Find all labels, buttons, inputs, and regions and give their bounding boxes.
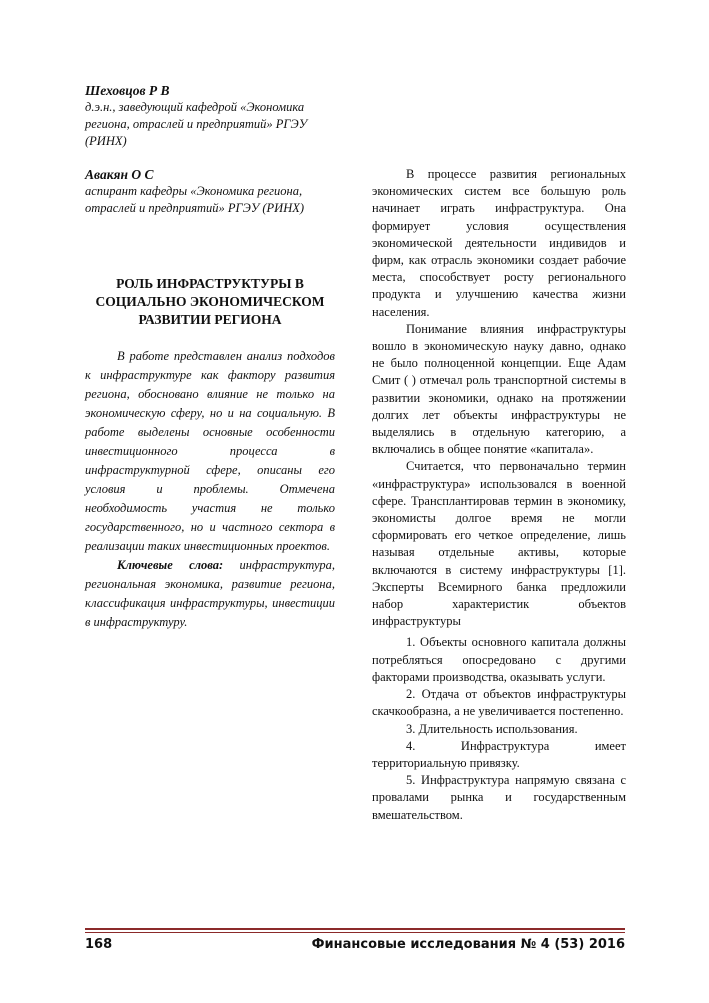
keywords-label: Ключевые слова: bbox=[117, 558, 224, 572]
author-name: Шеховцов Р В bbox=[85, 83, 170, 98]
author-affiliation: д.э.н., заведующий кафедрой «Экономика региона, отраслей и предприятий» РГЭУ (РИНХ) bbox=[85, 100, 308, 148]
footer-rule-thin bbox=[85, 932, 625, 933]
author-2 bbox=[85, 166, 335, 217]
body-paragraph: Понимание влияния инфраструктуры вошло в экономическую науку давно, однако не было полноценной концепции. Еще Адам Смит ( ) отмечал роль транспортной системы в развитии экономики, однако на протяжении долгих лет объекты инфраструктуры не выделялись в отдельную категорию, а включались в общее понятие «капитала». bbox=[372, 321, 626, 457]
journal-name: Финансовые исследования № 4 (53) 2016 bbox=[311, 937, 625, 952]
list-item: 2. Отдача от объектов инфраструктуры скачкообразна, а не увеличивается постепенно. bbox=[372, 687, 626, 719]
list-item: 1. Объекты основного капитала должны потребляться опосредовано с другими факторами производства, оказывать услуги. bbox=[372, 635, 626, 684]
body-paragraph: В процессе развития региональных экономических систем все большую роль начинает играть инфраструктура. Она формирует условия осуществления экономической деятельности индивидов и фирм, как отрасль экономики создает рабочие места, способствует росту регионального продукта и улучшению качества жизни населения. bbox=[372, 167, 626, 319]
list-item: 4. Инфраструктура имеет территориальную привязку. bbox=[372, 738, 626, 770]
author-affiliation: аспирант кафедры «Экономика региона, отраслей и предприятий» РГЭУ (РИНХ) bbox=[85, 184, 305, 215]
author-1 bbox=[85, 82, 335, 150]
keywords-list: инфраструктура, региональная экономика, развитие региона, классификация инфраструктуры, инвестиции в инфраструктуру. bbox=[85, 558, 335, 629]
list-item: 3. Длительность использования. bbox=[406, 721, 578, 736]
keywords bbox=[85, 556, 335, 632]
article-title: РОЛЬ ИНФРАСТРУКТУРЫ В СОЦИАЛЬНО ЭКОНОМИЧЕСКОМ РАЗВИТИИ РЕГИОНА bbox=[95, 276, 325, 327]
page-footer bbox=[85, 928, 625, 952]
abstract: В работе представлен анализ подходов к инфраструктуре как фактору развития региона, обосновано влияние не только на экономическую сферу, но и на социальную. В работе выделены основные особенности инвестиционного процесса в инфраструктурной сфере, описаны его условия и проблемы. Отмечена необходимость участия не только государственного, но и частного сектора в реализации таких инвестиционных проектов. bbox=[85, 349, 335, 553]
characteristics-list bbox=[372, 634, 626, 823]
footer-rule bbox=[85, 928, 625, 930]
left-column bbox=[85, 82, 335, 632]
body-paragraph: Считается, что первоначально термин «инфраструктура» использовался в военной сфере. Трансплантировав термин в экономику, экономисты долгое время не могли сформировать его четкое определение, лишь называя отдельные активы, которые включаются в систему инфраструктуры [1]. Эксперты Всемирного банка предложили набор характеристик объектов инфраструктуры bbox=[372, 459, 626, 629]
list-item: 5. Инфраструктура напрямую связана с провалами рынка и государственным вмешательством. bbox=[372, 773, 626, 822]
author-name: Авакян О С bbox=[85, 167, 154, 182]
page-number: 168 bbox=[85, 937, 113, 952]
right-column bbox=[372, 166, 626, 824]
